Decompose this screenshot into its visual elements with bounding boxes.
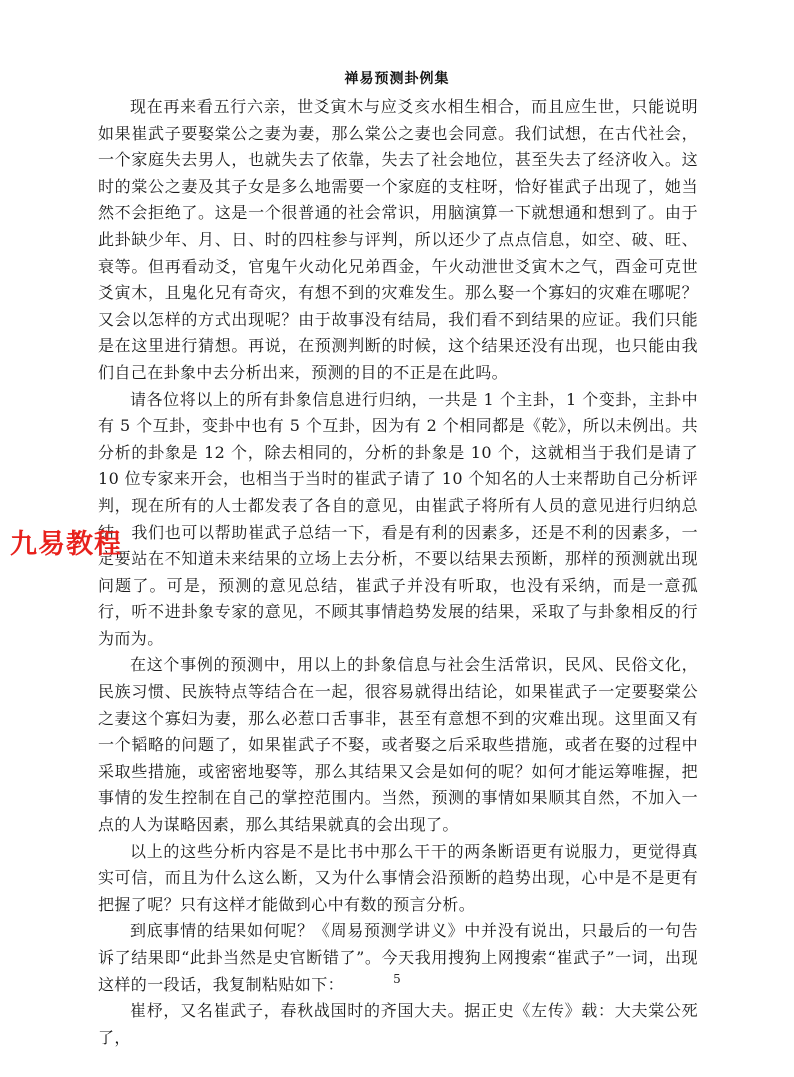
paragraph-2: 请各位将以上的所有卦象信息进行归纳，一共是 1 个主卦，1 个变卦，主卦中有 5 个互卦，变卦中也有 5 个互卦，因为有 2 个相同都是《乾》，所以未例出。共分析的卦象是 12 个，除去相同的，分析的卦象是 10 个，这就相当于我们是请了 10 位专家来开会，也相当于当时的崔武子请了 10 个知名的人士来帮助自己分析评判，现在所有的人士都发表了各自的意见，由崔武子将所有人员的意见进行归纳总结，我们也可以帮助崔武子总结一下，看是有利的因素多，还是不利的因素多，一定要站在不知道未来结果的立场上去分析，不要以结果去预断，那样的预测就出现问题了。可是，预测的意见总结，崔武子并没有听取，也没有采纳，而是一意孤行，听不进卦象专家的意见，不顾其事情趋势发展的结果，采取了与卦象相反的行为而为。 [98,389,698,648]
paragraph-1: 现在再来看五行六亲，世爻寅木与应爻亥水相生相合，而且应生世，只能说明如果崔武子要娶棠公之妻为妻，那么棠公之妻也会同意。我们试想，在古代社会，一个家庭失去男人，也就失去了依靠，失去了社会地位，甚至失去了经济收入。这时的棠公之妻及其子女是多么地需要一个家庭的支柱呀，恰好崔武子出现了，她当然不会拒绝了。这是一个很普通的社会常识，用脑演算一下就想通和想到了。由于此卦缺少年、月、日、时的四柱参与评判，所以还少了点点信息，如空、破、旺、衰等。但再看动爻，官鬼午火动化兄弟酉金，午火动泄世爻寅木之气，酉金可克世爻寅木，且鬼化兄有奇灾，有想不到的灾难发生。那么娶一个寡妇的灾难在哪呢？又会以怎样的方式出现呢？由于故事没有结局，我们看不到结果的应证。我们只能是在这里进行猜想。再说，在预测判断的时候，这个结果还没有出现，也只能由我们自己在卦象中去分析出来，预测的目的不正是在此吗。 [98,97,698,382]
running-header: 禅易预测卦例集 [344,71,450,87]
paragraph-5: 到底事情的结果如何呢？《周易预测学讲义》中并没有说出，只最后的一句告诉了结果即“此卦当然是史官断错了”。今天我用搜狗上网搜索“崔武子”一词，出现这样的一段话，我复制粘贴如下： [98,921,698,994]
paragraph-6: 崔杼，又名崔武子，春秋战国时的齐国大夫。据正史《左传》载：大夫棠公死了， [98,1001,698,1047]
paragraph-3: 在这个事例的预测中，用以上的卦象信息与社会生活常识，民风、民俗文化，民族习惯、民族特点等结合在一起，很容易就得出结论，如果崔武子一定要娶棠公之妻这个寡妇为妻，那么必惹口舌事非，甚至有意想不到的灾难出现。这里面又有一个韬略的问题了，如果崔武子不娶，或者娶之后采取些措施，或者在娶的过程中采取些措施，或密密地娶等，那么其结果又会是如何的呢？如何才能运筹唯握，把事情的发生控制在自己的掌控范围内。当然，预测的事情如果顺其自然，不加入一点的人为谋略因素，那么其结果就真的会出现了。 [98,655,698,835]
watermark-logo: 九易教程 [10,529,122,560]
page-number: 5 [393,972,401,986]
body-text [98,94,698,1051]
paragraph-4: 以上的这些分析内容是不是比书中那么干干的两条断语更有说服力，更觉得真实可信，而且为什么这么断，又为什么事情会沿预断的趋势出现，心中是不是更有把握了呢？只有这样才能做到心中有数的预言分析。 [98,841,698,914]
